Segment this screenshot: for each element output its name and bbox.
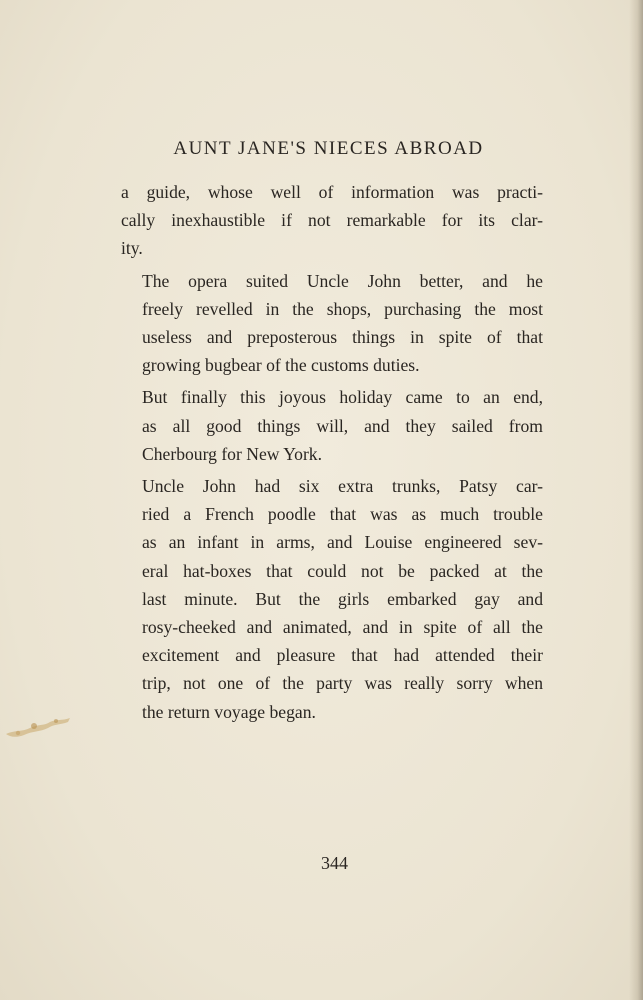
paragraph-3 <box>121 383 543 468</box>
text-line: useless and preposterous things in spite of that <box>142 327 543 348</box>
text-line: the return voyage began. <box>142 701 316 722</box>
text-line: last minute. But the girls embarked gay and <box>142 588 543 609</box>
page-number: 344 <box>321 853 348 873</box>
text-line: as an infant in arms, and Louise engineered sev- <box>142 532 543 553</box>
text-line: But finally this joyous holiday came to an end, <box>142 387 543 408</box>
text-line: rosy-cheeked and animated, and in spite of all the <box>142 617 543 638</box>
paragraph-1 <box>121 178 543 263</box>
text-line: a guide, whose well of information was practi- <box>121 182 543 202</box>
paragraph-2 <box>121 267 543 380</box>
text-line: eral hat-boxes that could not be packed at the <box>142 560 543 581</box>
running-head: AUNT JANE'S NIECES ABROAD <box>173 138 484 159</box>
text-line: Uncle John had six extra trunks, Patsy car- <box>142 476 543 497</box>
text-line: The opera suited Uncle John better, and he <box>142 270 543 291</box>
text-line: Cherbourg for New York. <box>142 443 322 464</box>
paragraph-4 <box>121 472 543 726</box>
text-line: growing bugbear of the customs duties. <box>142 355 420 376</box>
text-line: ity. <box>121 238 143 259</box>
text-line: cally inexhaustible if not remarkable for its clar- <box>121 210 543 231</box>
foxing-stain <box>4 712 74 740</box>
body-text <box>121 178 543 730</box>
text-line: as all good things will, and they sailed from <box>142 415 543 436</box>
text-line: ried a French poodle that was as much trouble <box>142 504 543 525</box>
text-line: excitement and pleasure that had attended their <box>142 645 543 666</box>
text-line: freely revelled in the shops, purchasing the most <box>142 298 543 319</box>
text-line: trip, not one of the party was really sorry when <box>142 673 543 694</box>
